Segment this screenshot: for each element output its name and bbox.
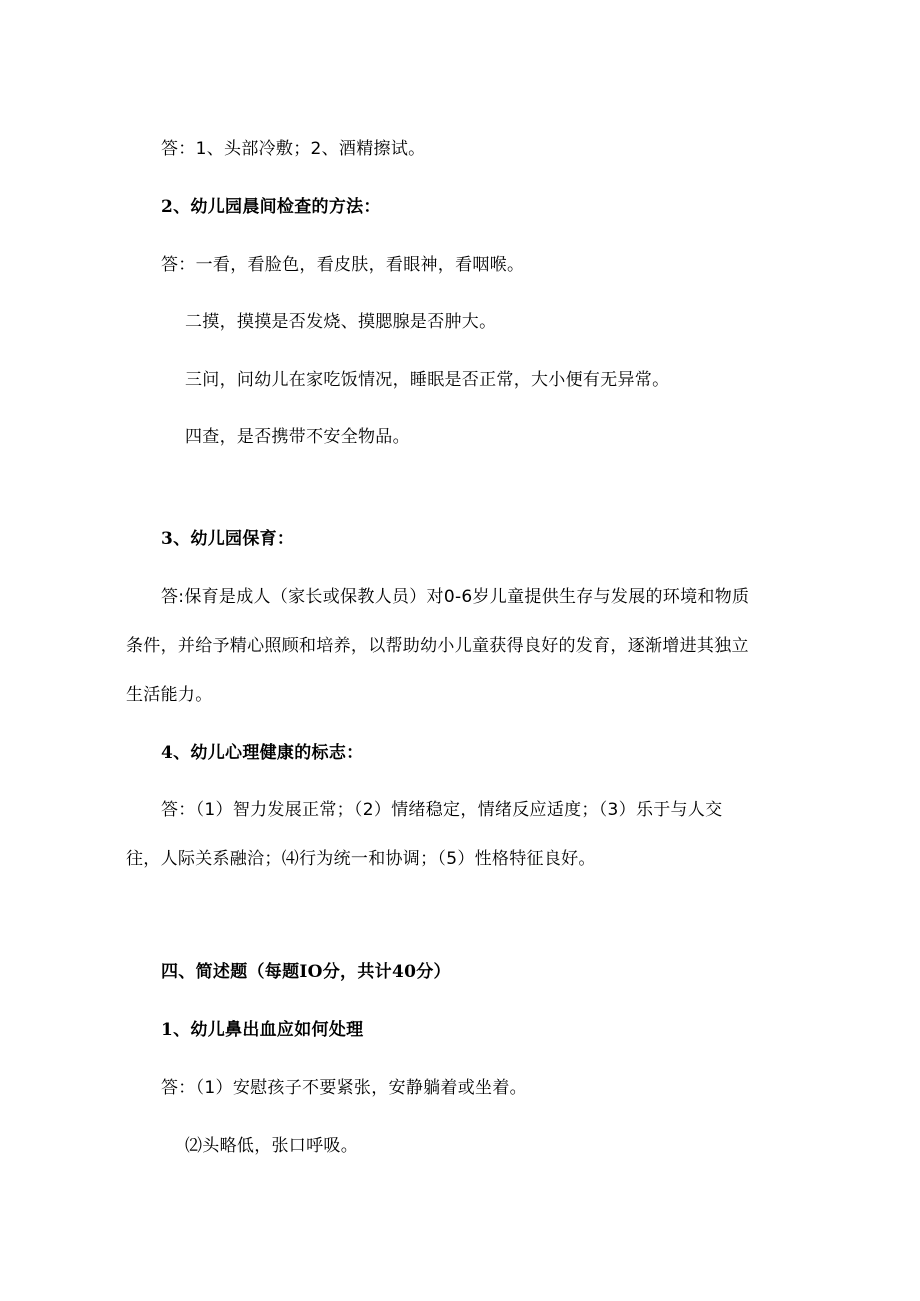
answer-nosebleed-step-1: 答：（1）安慰孩子不要紧张，安静躺着或坐着。 — [161, 1078, 527, 1098]
answer-mental-health-line-2: 往，人际关系融洽；⑷行为统一和协调；（5）性格特征良好。 — [126, 849, 596, 869]
answer-childcare-line-3: 生活能力。 — [126, 685, 213, 705]
question-morning-check-heading: 2、幼儿园晨间检查的方法： — [161, 197, 381, 217]
question-mental-health-heading: 4、幼儿心理健康的标志： — [161, 743, 364, 763]
answer-fever-treatment: 答：1、头部冷敷；2、酒精擦试。 — [161, 139, 426, 159]
answer-childcare-line-1: 答:保育是成人（家长或保教人员）对0-6岁儿童提供生存与发展的环境和物质 — [161, 587, 750, 607]
answer-morning-check-ask: 三问，问幼儿在家吃饭情况，睡眠是否正常，大小便有无异常。 — [185, 370, 670, 390]
section-short-answer-heading: 四、简述题（每题IO分，共计40分） — [161, 962, 451, 982]
answer-mental-health-line-1: 答：（1）智力发展正常；（2）情绪稳定，情绪反应适度；（3）乐于与人交 — [161, 800, 723, 820]
answer-morning-check-look: 答：一看，看脸色，看皮肤，看眼神，看咽喉。 — [161, 255, 525, 275]
question-nosebleed-heading: 1、幼儿鼻出血应如何处理 — [161, 1020, 364, 1040]
question-childcare-heading: 3、幼儿园保育： — [161, 529, 295, 549]
answer-morning-check-touch: 二摸，摸摸是否发烧、摸腮腺是否肿大。 — [185, 312, 497, 332]
answer-morning-check-inspect: 四查，是否携带不安全物品。 — [185, 427, 410, 447]
answer-childcare-line-2: 条件，并给予精心照顾和培养，以帮助幼小儿童获得良好的发育，逐渐增进其独立 — [126, 636, 749, 656]
answer-nosebleed-step-2: ⑵头略低，张口呼吸。 — [185, 1136, 358, 1156]
